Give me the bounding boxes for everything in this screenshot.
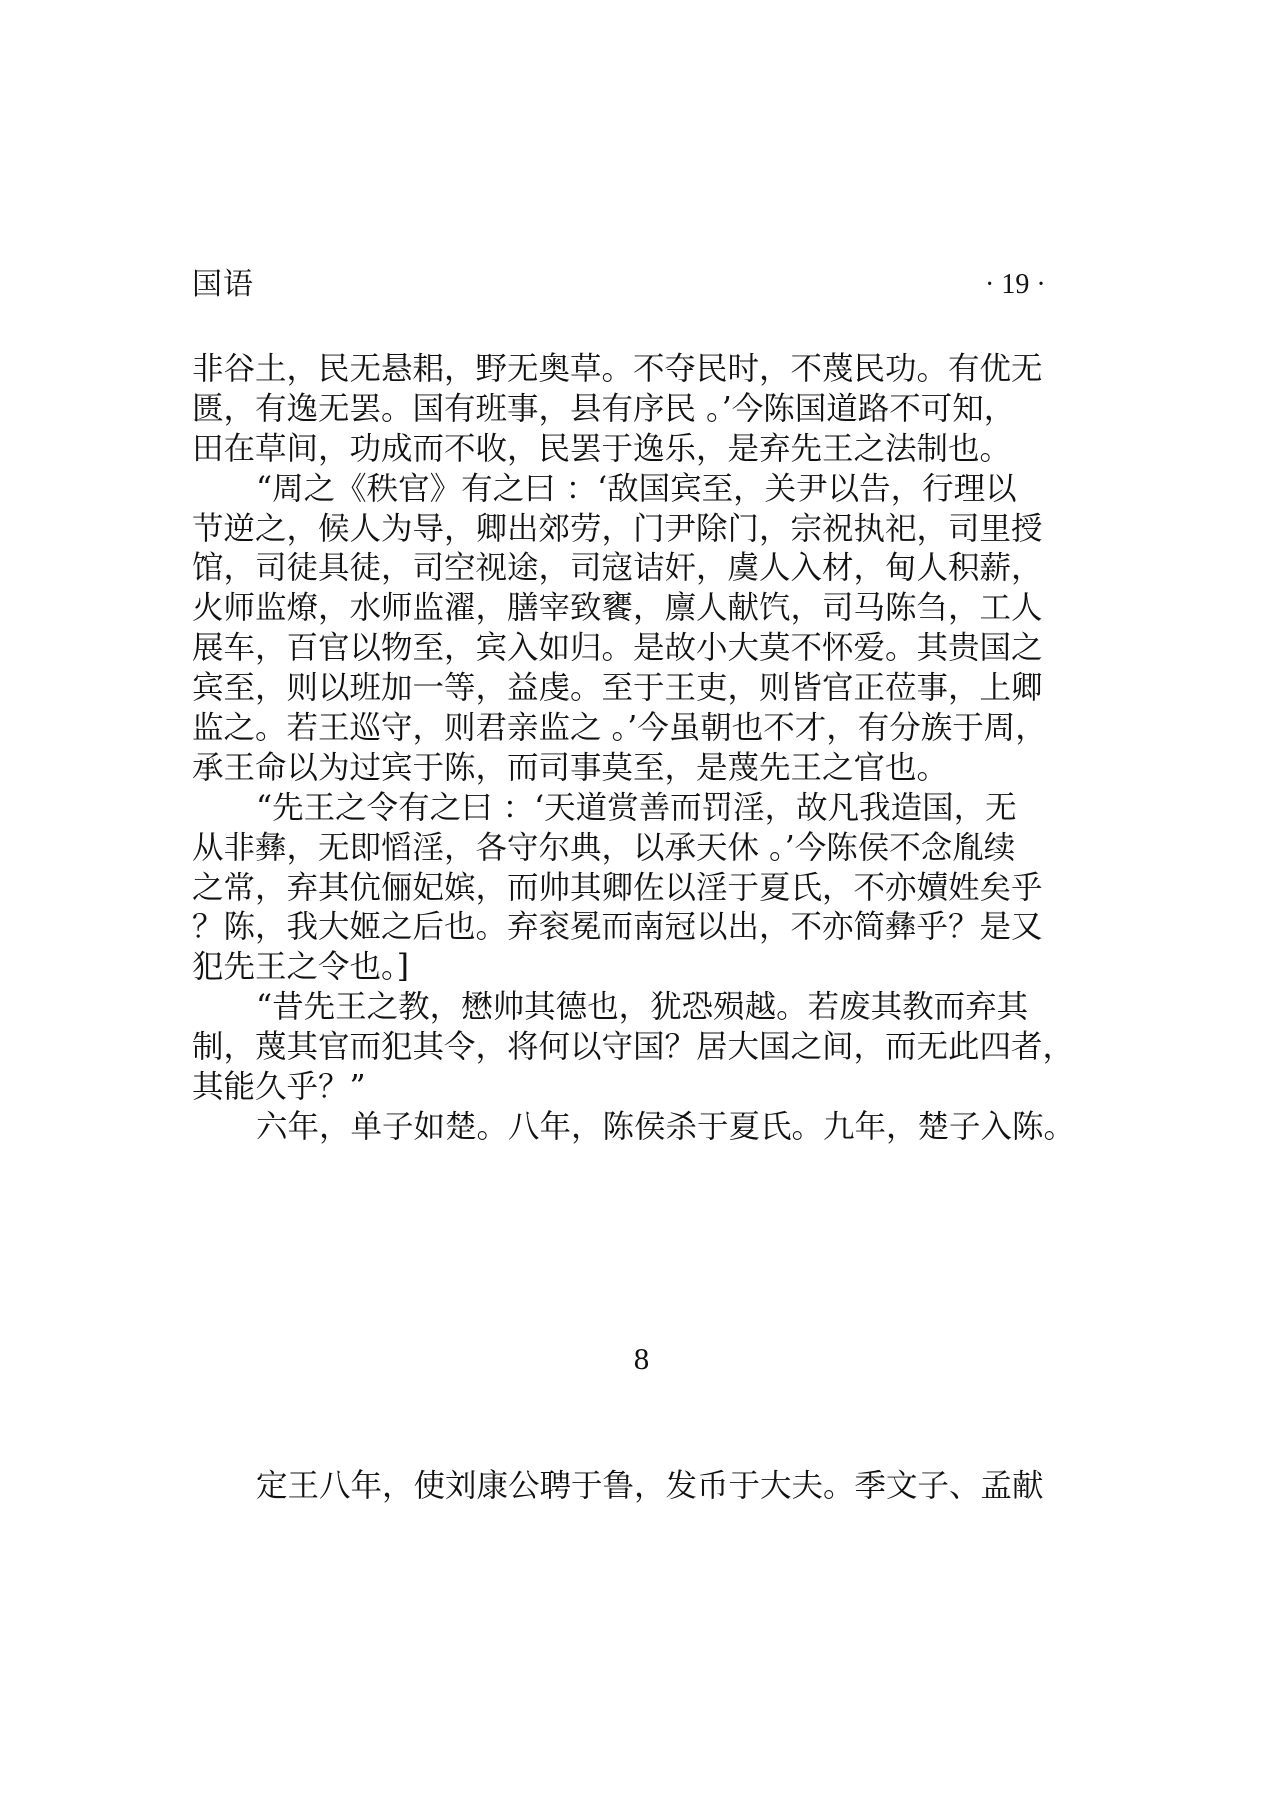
text-line: 之常，弃其伉俪妃嫔，而帅其卿佐以淫于夏氏，不亦嬻姓矣乎 bbox=[192, 869, 1043, 906]
main-text bbox=[192, 350, 1102, 1148]
text-line: 火师监燎，水师监濯，膳宰致饔，廪人献饩，司马陈刍，工人 bbox=[192, 590, 1043, 627]
text-line: 从非彝，无即慆淫，各守尔典，以承天休 。’今陈侯不念胤续 bbox=[192, 829, 1016, 866]
text-line: 其能久乎？” bbox=[192, 1069, 366, 1106]
text-line: 田在草间，功成而不收，民罢于逸乐，是弃先王之法制也。 bbox=[192, 430, 1012, 467]
text-line: ？陈，我大姬之后也。弃衮冕而南冠以出，不亦简彝乎？是又 bbox=[192, 909, 1043, 946]
text-line: 节逆之，候人为导，卿出郊劳，门尹除门，宗祝执祀，司里授 bbox=[192, 510, 1043, 547]
text-line: 制，蔑其官而犯其令，将何以守国？居大国之间，而无此四者， bbox=[192, 1029, 1075, 1066]
running-header-title: 国语 bbox=[192, 267, 254, 302]
text-line: 非谷土，民无悬耜，野无奥草。不夺民时，不蔑民功。有优无 bbox=[192, 351, 1043, 387]
paragraph-start: “先王之令有之曰 ：‘天道赏善而罚淫，故凡我造国，无 bbox=[256, 789, 1017, 826]
paragraph-start: “昔先王之教，懋帅其德也，犹恐殒越。若废其教而弃其 bbox=[256, 989, 1029, 1026]
text-line: 匮，有逸无罢。国有班事，县有序民 。’今陈国道路不可知， bbox=[192, 390, 1016, 427]
paragraph-start: “周之《秩官》有之曰 ：‘敌国宾至，关尹以告，行理以 bbox=[256, 470, 1017, 507]
section-first-line: 定王八年，使刘康公聘于鲁，发币于大夫。季文子、孟献 bbox=[256, 1468, 1044, 1504]
text-line: 犯先王之令也。] bbox=[192, 949, 410, 986]
text-line: 监之。若王巡守，则君亲监之 。’今虽朝也不才，有分族于周， bbox=[192, 710, 1047, 747]
page-number: · 19 · bbox=[985, 269, 1046, 300]
text-line: 馆，司徒具徒，司空视途，司寇诘奸，虞人入材，甸人积薪， bbox=[192, 550, 1043, 587]
text-line: 展车，百官以物至，宾入如归。是故小大莫不怀爱。其贵国之 bbox=[192, 630, 1043, 667]
text-line: 宾至，则以班加一等，益虔。至于王吏，则皆官正莅事，上卿 bbox=[192, 670, 1043, 707]
paragraph-start: 六年，单子如楚。八年，陈侯杀于夏氏。九年，楚子入陈。 bbox=[256, 1108, 1076, 1145]
text-line: 承王命以为过宾于陈，而司事莫至，是蔑先王之官也。 bbox=[192, 749, 949, 786]
section-number: 8 bbox=[633, 1341, 650, 1376]
